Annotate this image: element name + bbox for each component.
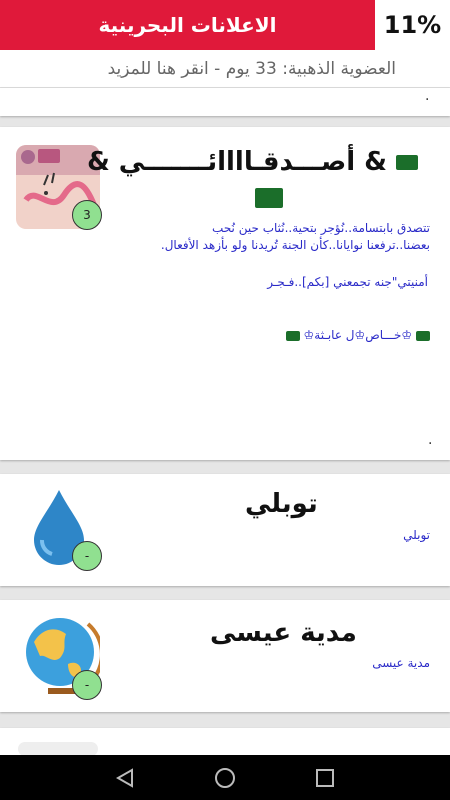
app-title: الاعلانات البحرينية bbox=[0, 0, 375, 50]
recents-icon[interactable] bbox=[314, 767, 336, 789]
card-subtitle: مدية عيسى bbox=[372, 656, 430, 670]
description-line: أمنيتي"جنه تجمعني [بكم]..فـجـر bbox=[267, 275, 428, 289]
count-badge: - bbox=[72, 541, 102, 571]
dot-marker: . bbox=[428, 432, 433, 448]
card-title: توبلي bbox=[245, 489, 318, 519]
membership-banner[interactable]: العضوية الذهبية: 33 يوم - انقر هنا للمزيد bbox=[0, 50, 450, 88]
saudi-flag-icon bbox=[416, 331, 430, 341]
ad-thumbnail bbox=[18, 742, 98, 756]
count-badge: 3 bbox=[72, 200, 102, 230]
back-icon[interactable] bbox=[114, 767, 136, 789]
description-line: تتصدق بابتسامة..نُؤجر بتحية..نُثاب حين نُحب bbox=[212, 221, 430, 235]
ad-card-partial-top[interactable] bbox=[0, 88, 450, 116]
ad-card[interactable] bbox=[0, 600, 450, 712]
description-line: بعضنا..ترفعنا نوايانا..كأن الجنة تُريدنا ولو بأزهد الأفعال. bbox=[160, 238, 430, 252]
card-title-text: & أصـــدقـاااائـــــــي & bbox=[87, 147, 387, 177]
dot-marker: . bbox=[425, 88, 430, 104]
saudi-flag-icon bbox=[255, 187, 283, 208]
ad-card[interactable] bbox=[0, 127, 450, 460]
saudi-flag-icon bbox=[396, 155, 418, 170]
card-subtitle: توبلي bbox=[403, 528, 430, 542]
top-bar bbox=[0, 0, 450, 50]
home-icon[interactable] bbox=[214, 767, 236, 789]
card-description bbox=[10, 220, 430, 254]
card-title bbox=[87, 147, 418, 177]
ad-card[interactable] bbox=[0, 474, 450, 586]
saudi-flag-icon bbox=[286, 331, 300, 341]
count-badge: - bbox=[72, 670, 102, 700]
signature-line: ♔خـــاص♔ل عابـثة♔ bbox=[10, 328, 430, 342]
ad-card-partial-bottom[interactable] bbox=[0, 728, 450, 758]
progress-percent: 11% bbox=[383, 11, 442, 39]
system-nav-bar bbox=[0, 755, 450, 800]
card-title: مدية عيسى bbox=[210, 618, 357, 648]
